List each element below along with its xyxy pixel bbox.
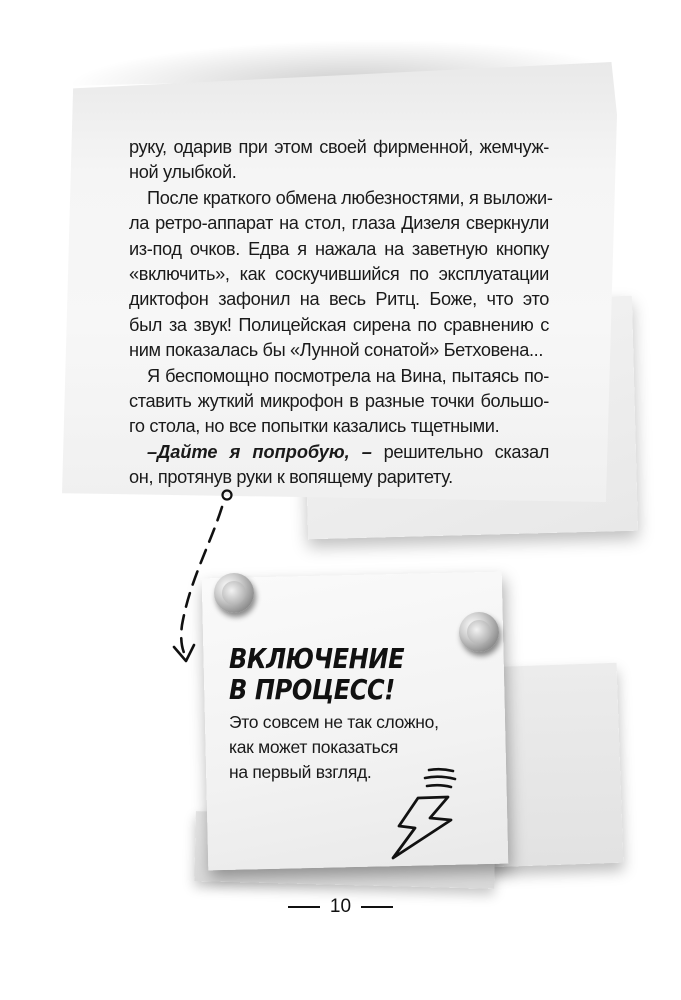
text-line: он, протянув руки к вопящему раритету.: [129, 467, 453, 488]
note-title-line: ВКЛЮЧЕНИЕ: [229, 642, 405, 675]
text-line: ла ретро-аппарат на стол, глаза Дизеля сверкнули: [129, 213, 549, 234]
pin-icon: [214, 573, 254, 613]
note-body-line: как может показаться: [229, 737, 399, 757]
note-body-line: Это совсем не так сложно,: [229, 712, 439, 732]
note-body-line: на первый взгляд.: [229, 762, 372, 782]
dialogue-rest: решительно сказал: [371, 441, 549, 462]
text-line: го стола, но все попытки казались тщетными.: [129, 416, 500, 437]
text-line: диктофон зафонил на весь Ритц. Боже, что это: [129, 289, 549, 310]
text-line: «включить», как соскучившийся по эксплуатации: [129, 263, 549, 284]
page-number: [0, 896, 681, 918]
text-line: ставить жуткий микрофон в разные точки большо-: [129, 390, 549, 411]
page-number-value: 10: [329, 896, 352, 917]
text-line-quote: [129, 440, 549, 465]
pin-icon: [459, 612, 499, 652]
note-title: [229, 643, 404, 705]
page-number-dash: [361, 906, 393, 908]
text-line: из-под очков. Едва я нажала на заветную кнопку: [129, 238, 549, 259]
text-line: Я беспомощно посмотрела на Вина, пытаясь по-: [147, 365, 549, 386]
page-number-dash: [288, 906, 320, 908]
lightning-icon: [385, 760, 465, 865]
text-line: был за звук! Полицейская сирена по сравнению с: [129, 314, 549, 335]
body-text: [129, 135, 553, 490]
text-line: руку, одарив при этом своей фирменной, жемчуж-: [129, 137, 549, 157]
note-title-line: В ПРОЦЕСС!: [229, 673, 395, 706]
dialogue-quote: –Дайте я попробую, –: [147, 441, 372, 462]
text-line: После краткого обмена любезностями, я выложи-: [147, 187, 553, 208]
text-line: ним показалась бы «Лунной сонатой» Бетховена...: [129, 340, 544, 361]
text-line: ной улыбкой.: [129, 162, 237, 183]
